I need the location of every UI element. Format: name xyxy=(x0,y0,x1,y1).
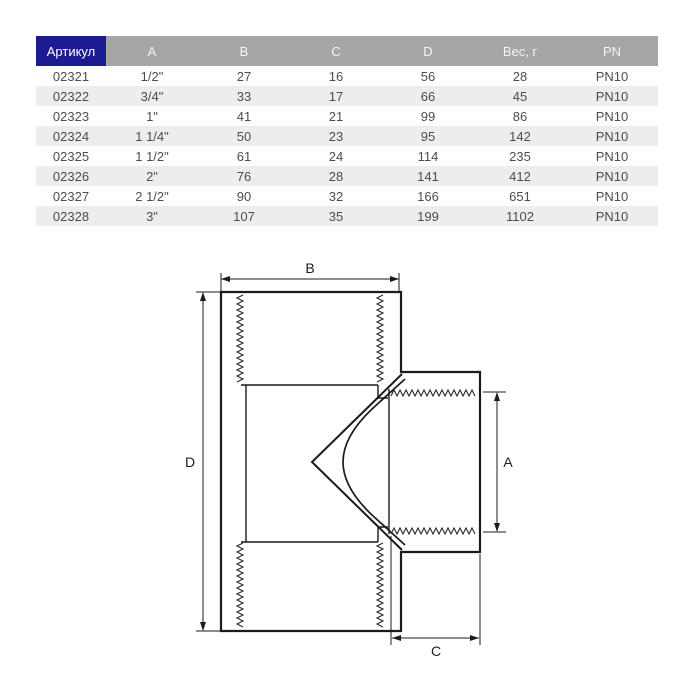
table-cell: 86 xyxy=(474,106,566,126)
thread-top-right xyxy=(377,295,383,382)
table-cell: PN10 xyxy=(566,206,658,226)
table-cell: 2 1/2" xyxy=(106,186,198,206)
thread-bottom-right xyxy=(377,543,383,627)
table-cell: 76 xyxy=(198,166,290,186)
table-cell: 41 xyxy=(198,106,290,126)
column-header-article: Артикул xyxy=(36,36,106,66)
table-cell: 114 xyxy=(382,146,474,166)
thread-branch-top xyxy=(391,390,475,396)
table-cell: 02328 xyxy=(36,206,106,226)
thread-branch-bottom xyxy=(391,528,475,534)
table-cell: 2" xyxy=(106,166,198,186)
table-cell: 02325 xyxy=(36,146,106,166)
table-cell: 90 xyxy=(198,186,290,206)
thread-zigzags xyxy=(237,295,475,627)
column-header-c: C xyxy=(290,36,382,66)
dim-label-c: C xyxy=(430,643,442,659)
table-cell: 16 xyxy=(290,66,382,86)
column-header-pn: PN xyxy=(566,36,658,66)
table-cell: PN10 xyxy=(566,86,658,106)
table-cell: 651 xyxy=(474,186,566,206)
table-cell: 1 1/4" xyxy=(106,126,198,146)
table-cell: 61 xyxy=(198,146,290,166)
thread-bottom-left xyxy=(237,543,243,627)
table-cell: 32 xyxy=(290,186,382,206)
column-header-b: B xyxy=(198,36,290,66)
table-cell: 02321 xyxy=(36,66,106,86)
thread-top-left xyxy=(237,295,243,382)
table-cell: 412 xyxy=(474,166,566,186)
dim-label-d: D xyxy=(184,454,196,470)
table-cell: PN10 xyxy=(566,126,658,146)
table-cell: PN10 xyxy=(566,146,658,166)
junction-curve xyxy=(343,379,405,545)
table-cell: 02324 xyxy=(36,126,106,146)
column-header-d: D xyxy=(382,36,474,66)
table-cell: 50 xyxy=(198,126,290,146)
table-cell: 21 xyxy=(290,106,382,126)
fitting-inner-lines xyxy=(241,374,405,550)
table-cell: 142 xyxy=(474,126,566,146)
table-cell: 02327 xyxy=(36,186,106,206)
dimension-d xyxy=(185,292,220,631)
fitting-outline xyxy=(221,292,480,631)
table-cell: 235 xyxy=(474,146,566,166)
table-cell: 02326 xyxy=(36,166,106,186)
column-header-weight: Вес, г xyxy=(474,36,566,66)
table-cell: 23 xyxy=(290,126,382,146)
table-cell: 02323 xyxy=(36,106,106,126)
table-cell: 99 xyxy=(382,106,474,126)
table-cell: 33 xyxy=(198,86,290,106)
table-cell: 1" xyxy=(106,106,198,126)
table-cell: 199 xyxy=(382,206,474,226)
table-cell: 3/4" xyxy=(106,86,198,106)
column-header-a: A xyxy=(106,36,198,66)
table-cell: 166 xyxy=(382,186,474,206)
table-cell: 17 xyxy=(290,86,382,106)
dim-label-a: A xyxy=(503,454,513,470)
table-cell: 3" xyxy=(106,206,198,226)
table-cell: 66 xyxy=(382,86,474,106)
table-cell: 95 xyxy=(382,126,474,146)
table-cell: 28 xyxy=(474,66,566,86)
table-cell: 28 xyxy=(290,166,382,186)
table-cell: 1 1/2" xyxy=(106,146,198,166)
table-cell: 1102 xyxy=(474,206,566,226)
dim-label-b: B xyxy=(305,260,315,276)
table-cell: 1/2" xyxy=(106,66,198,86)
dimension-b xyxy=(221,260,399,291)
dimension-c xyxy=(391,536,480,659)
table-cell: PN10 xyxy=(566,166,658,186)
table-cell: PN10 xyxy=(566,66,658,86)
table-cell: 141 xyxy=(382,166,474,186)
table-cell: 45 xyxy=(474,86,566,106)
table-cell: 02322 xyxy=(36,86,106,106)
table-cell: 27 xyxy=(198,66,290,86)
table-cell: 24 xyxy=(290,146,382,166)
table-cell: 107 xyxy=(198,206,290,226)
table-cell: 56 xyxy=(382,66,474,86)
dimension-a xyxy=(483,392,513,532)
table-cell: 35 xyxy=(290,206,382,226)
table-cell: PN10 xyxy=(566,186,658,206)
table-cell: PN10 xyxy=(566,106,658,126)
